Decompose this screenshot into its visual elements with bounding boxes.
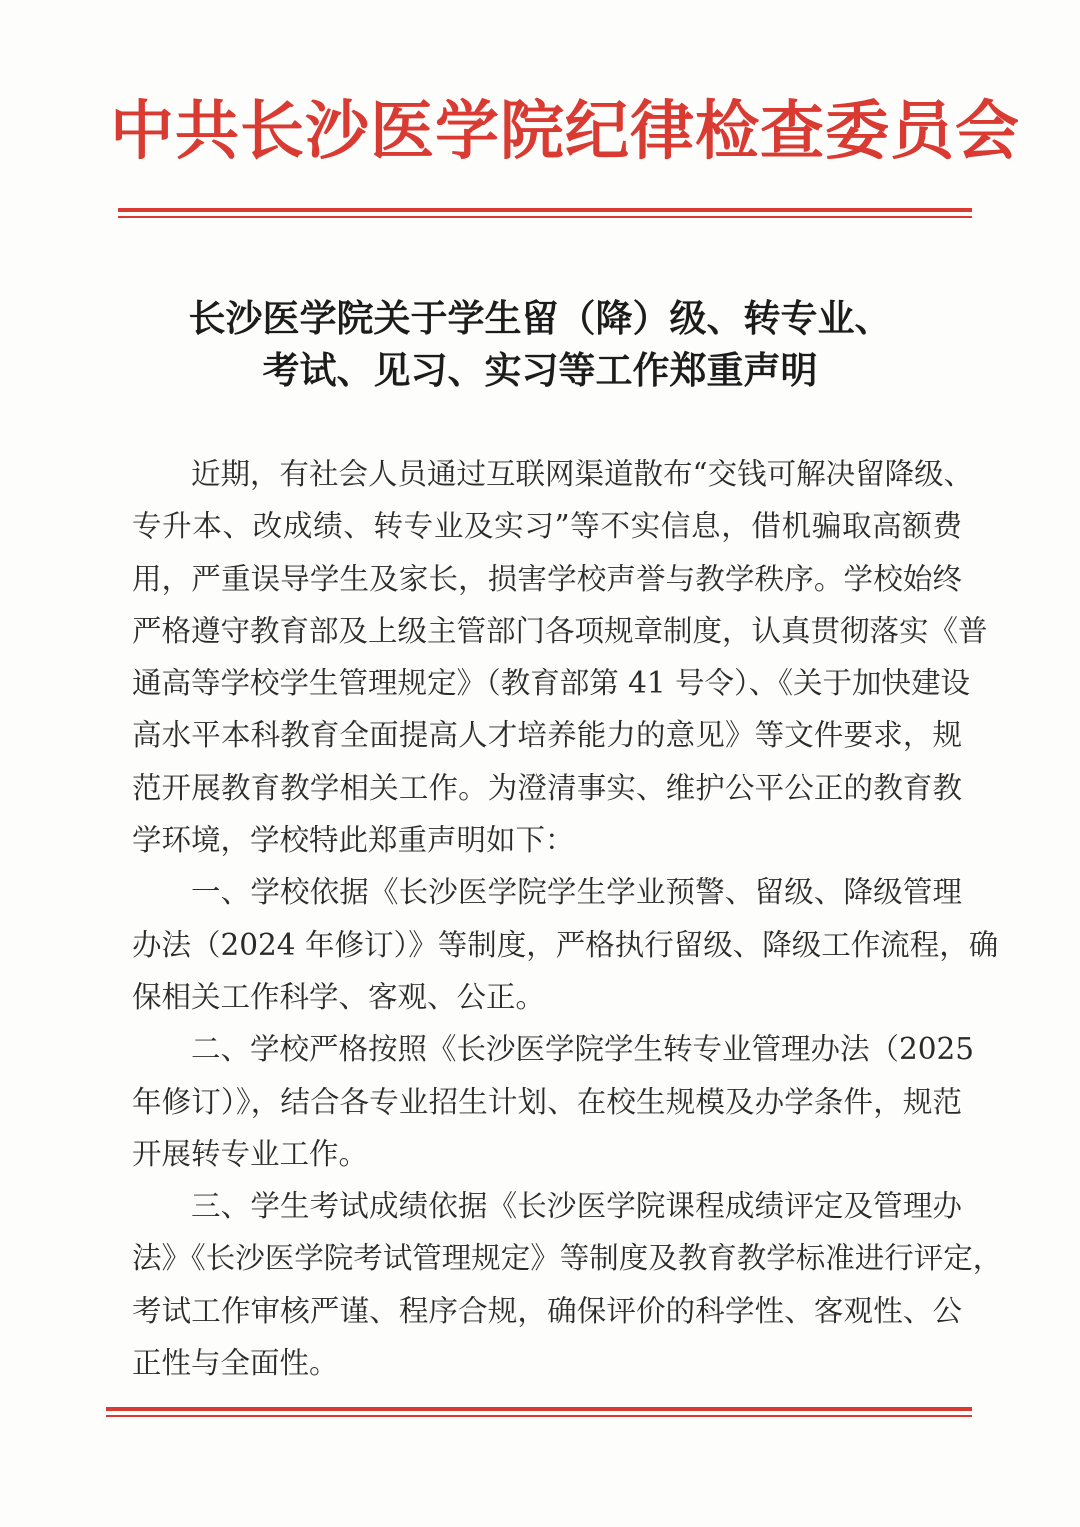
clause-1-line: 办法（2024 年修订）》等制度，严格执行留级、降级工作流程，确 bbox=[132, 927, 999, 962]
body-line: 范开展教育教学相关工作。为澄清事实、维护公平公正的教育教 bbox=[132, 770, 962, 805]
body-line: 严格遵守教育部及上级主管部门各项规章制度，认真贯彻落实《普 bbox=[132, 613, 988, 648]
document-title-line-1: 长沙医学院关于学生留（降）级、转专业、 bbox=[188, 296, 892, 340]
body-line: 近期，有社会人员通过互联网渠道散布“交钱可解决留降级、 bbox=[191, 457, 974, 491]
body-line: 学环境，学校特此郑重声明如下： bbox=[132, 823, 575, 858]
clause-2-line: 二、学校严格按照《长沙医学院学生转专业管理办法（2025 bbox=[191, 1032, 975, 1067]
footer-rule-thin bbox=[106, 1415, 972, 1417]
header-rule-thick bbox=[118, 208, 972, 212]
clause-3-line: 三、学生考试成绩依据《长沙医学院课程成绩评定及管理办 bbox=[191, 1189, 962, 1224]
body-line: 专升本、改成绩、转专业及实习”等不实信息，借机骗取高额费 bbox=[132, 509, 962, 544]
body-line: 高水平本科教育全面提高人才培养能力的意见》等文件要求，规 bbox=[132, 718, 962, 753]
clause-3-line: 正性与全面性。 bbox=[132, 1346, 339, 1381]
document-body bbox=[132, 448, 1003, 1389]
clause-3-line: 考试工作审核严谨、程序合规，确保评价的科学性、客观性、公 bbox=[132, 1293, 962, 1328]
clause-2-line: 开展转专业工作。 bbox=[132, 1136, 369, 1171]
document-title-line-2: 考试、见习、实习等工作郑重声明 bbox=[262, 348, 818, 392]
clause-1-line: 保相关工作科学、客观、公正。 bbox=[132, 979, 546, 1014]
organization-header: 中共长沙医学院纪律检查委员会 bbox=[110, 94, 1020, 169]
header-rule-thin bbox=[118, 216, 972, 218]
body-line: 用，严重误导学生及家长，损害学校声誉与教学秩序。学校始终 bbox=[132, 561, 962, 596]
footer-rule-thick bbox=[106, 1407, 972, 1411]
body-line: 通高等学校学生管理规定》（教育部第 41 号令）、《关于加快建设 bbox=[132, 666, 971, 701]
clause-3-line: 法》《长沙医学院考试管理规定》等制度及教育教学标准进行评定， bbox=[132, 1241, 1003, 1276]
clause-2-line: 年修订）》，结合各专业招生计划、在校生规模及办学条件，规范 bbox=[132, 1084, 962, 1119]
clause-1-line: 一、学校依据《长沙医学院学生学业预警、留级、降级管理 bbox=[191, 875, 962, 910]
